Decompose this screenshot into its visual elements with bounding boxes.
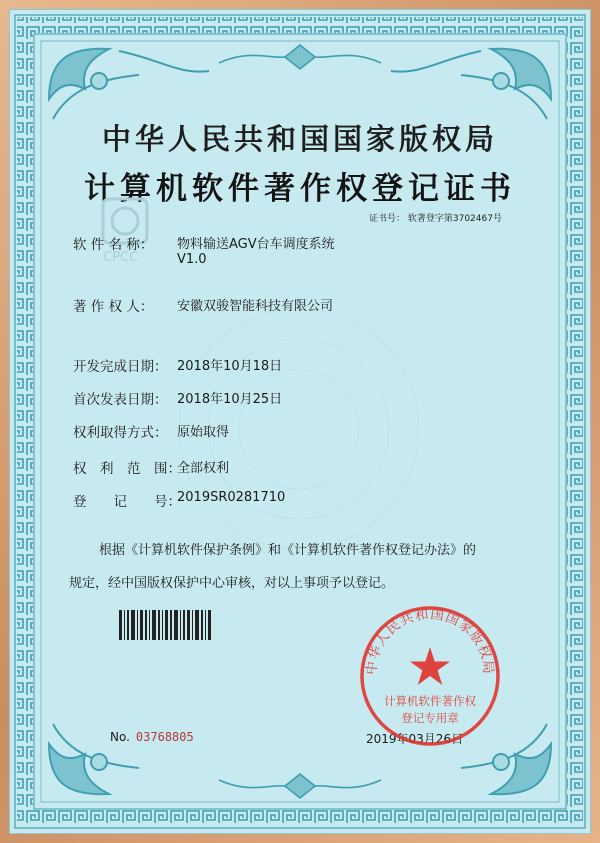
registration-number-value: 2019SR0281710	[177, 490, 286, 505]
serial-label: No.	[110, 730, 130, 744]
serial-value: 03768805	[135, 730, 194, 744]
barcode	[119, 610, 213, 640]
publish-date-label: 首次发表日期：	[73, 392, 168, 408]
software-name-value: 物料输送AGV台车调度系统	[177, 237, 335, 252]
development-date-value: 2018年10月18日	[177, 359, 283, 374]
rights-scope-label: 权 利 范 围：	[73, 461, 181, 477]
cpcc-logo-text: CPCC	[103, 250, 139, 265]
development-date-label: 开发完成日期：	[73, 359, 168, 375]
copyright-owner-label: 著 作 权 人：	[73, 299, 154, 315]
statement-line-2: 规定，经中国版权保护中心审核，对以上事项予以登记。	[69, 576, 395, 591]
certificate-number: 证书号： 软著登字第3702467号	[369, 214, 502, 224]
official-seal	[355, 601, 505, 751]
serial-number	[110, 730, 194, 744]
issuer-heading: 中华人民共和国国家版权局	[101, 122, 498, 156]
acquisition-method-value: 原始取得	[177, 425, 230, 440]
acquisition-method-label: 权利取得方式：	[73, 425, 168, 441]
seal-inner-line-1: 计算机软件著作权	[384, 694, 476, 708]
cpcc-watermark-logo	[95, 195, 175, 269]
certificate-paper	[9, 9, 591, 834]
software-version-value: V1.0	[177, 252, 207, 267]
copyright-owner-value: 安徽双骏智能科技有限公司	[177, 299, 334, 314]
publish-date-value: 2018年10月25日	[177, 392, 283, 407]
seal-inner-line-2: 登记专用章	[401, 711, 459, 725]
issue-date: 2019年03月26日	[366, 732, 464, 746]
statement-line-1: 根据《计算机软件保护条例》和《计算机软件著作权登记办法》的	[99, 543, 477, 558]
seal-star-icon	[410, 647, 450, 685]
registration-number-label: 登 记 号：	[73, 494, 181, 510]
certificate-title: 计算机软件著作权登记证书	[84, 171, 516, 207]
rights-scope-value: 全部权利	[177, 461, 230, 476]
seal-outer-text: 中华人民共和国国家版权局	[363, 606, 497, 676]
software-name-label: 软 件 名 称：	[73, 237, 154, 253]
